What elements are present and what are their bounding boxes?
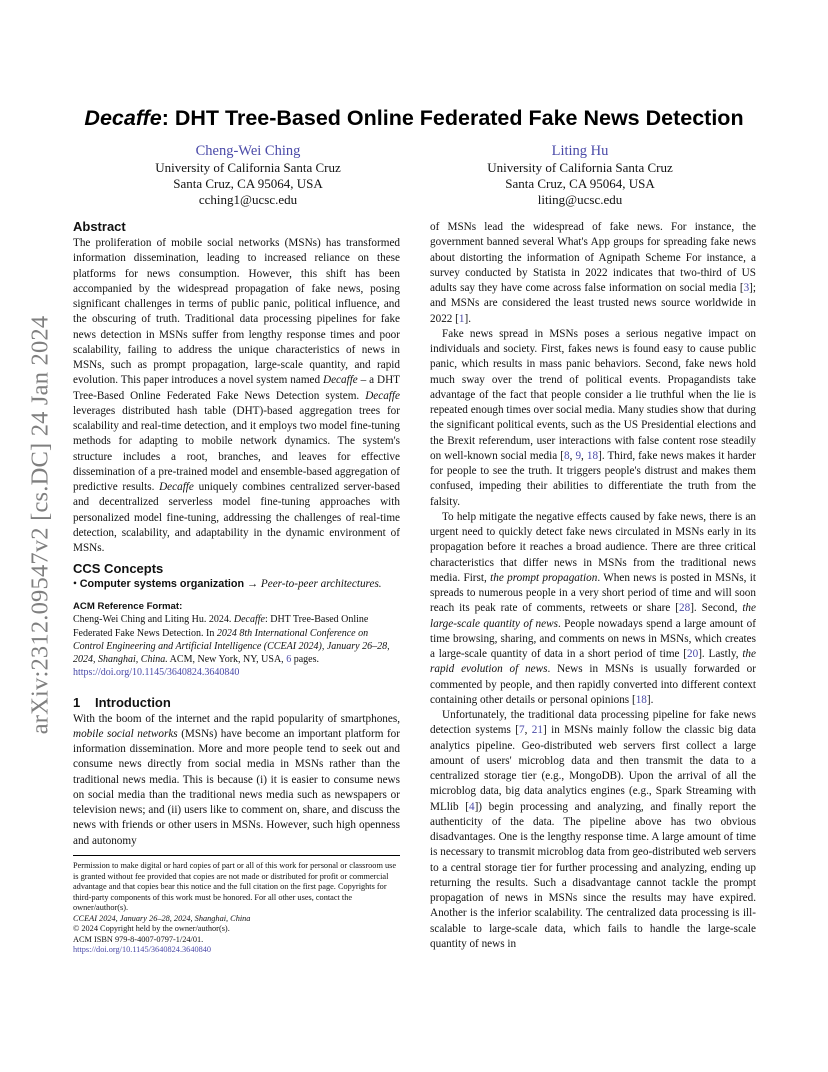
citation[interactable]: 9: [575, 449, 582, 462]
abstract-text: The proliferation of mobile social networks (MSNs) has transformed information dissemination, leading to increased reliance on these platforms for news consumption. However, this shift has been accompanied by the widespread propagation of fake news, posing significant challenges in terms of public panic, political influence, and the obscuring of truth. Traditional data processing pipelines for fake news detection in MSNs suffer from lengthy response times and poor scalability, failing to address the unique characteristics of news in MSNs, such as prompt propagation, large-scale quantity, and rapid evolution. This paper introduces a novel system named Decaffe – a DHT Tree-Based Online Federated Fake News Detection system. Decaffe leverages distributed hash table (DHT)-based aggregation trees for scalability and real-time detection, and it employs two model fine-tuning methods for adapting to mobile network dynamics. The system's structure includes a root, branches, and leaves for effective dissemination of a pre-trained model and ensemble-based aggregation of predictive results. Decaffe uniquely combines centralized server-based and decentralized serverless model fine-tuning approaches with personalized model fine-tuning, addressing the challenges of real-time detection, scalability, and adaptability in the dynamic environment of MSNs.: [73, 237, 400, 554]
ccs-heading: CCS Concepts: [73, 561, 164, 577]
paragraph-traditional-pipeline: Unfortunately, the traditional data processing pipeline for fake news detection systems [7, 21] in MSNs mainly follow the classic big data analytics pipeline. Geo-distributed web servers first collect a large amount of users' microblog data and then transmit the data to a centralized storage tier (e.g., MongoDB). Upon the arrival of all the microblog data, big data analytics engines (e.g., Spark Streaming with MLlib [4]) begin processing and analyzing, and finally report the authenticity of the data. The pipeline above has two obvious disadvantages. One is the lengthy response time. A large amount of time is necessary to transmit microblog data from geo-distributed web servers to a central storage tier for further processing and analyzing, ending up returning the results. Such a disadvantage cannot tackle the prompt propagation of news in MSNs since the results may have expired. Another is the inferior scalability. The centralized data processing is ill-scalable to large-scale data, which fails to handle the large-scale quantity of news in: [430, 709, 757, 950]
acm-reference-heading: ACM Reference Format:: [73, 601, 183, 613]
citation[interactable]: 4: [468, 800, 475, 813]
author-address-1: Santa Cruz, CA 95064, USA: [173, 176, 323, 191]
author-name-2[interactable]: Liting Hu: [551, 143, 609, 159]
author-address-2: Santa Cruz, CA 95064, USA: [505, 176, 655, 191]
left-column: [73, 218, 400, 849]
citation[interactable]: 21: [531, 724, 543, 737]
page-count-link[interactable]: 6: [286, 654, 292, 666]
arxiv-id: arXiv:2312.09547v2 [cs.DC] 24 Jan 2024: [26, 315, 54, 735]
footnote-doi-link[interactable]: https://doi.org/10.1145/3640824.3640840: [73, 945, 212, 954]
citation[interactable]: 28: [679, 602, 691, 615]
doi-link[interactable]: https://doi.org/10.1145/3640824.3640840: [73, 667, 240, 679]
introduction-text: With the boom of the internet and the rapid popularity of smartphones, mobile social networks (MSNs) have become an important platform for information dissemination. More and more people tend to seek out and consume news directly from social media in MSNs rather than the traditional news media. This is because (i) it is easier to consume news on social media than the traditional news media such as newspapers or television news; and (ii) users like to comment on, share, and discuss the news with friends or other users in MSNs. However, such high openness and autonomy: [73, 712, 400, 847]
introduction-heading: 1 Introduction: [73, 694, 171, 710]
copyright-footnote: [73, 855, 400, 956]
title-rest: : DHT Tree-Based Online Federated Fake News Detection: [161, 106, 744, 130]
citation[interactable]: 3: [743, 282, 750, 294]
author-name-1[interactable]: Cheng-Wei Ching: [195, 143, 301, 159]
arxiv-identifier-stamp: [22, 290, 58, 760]
paragraph-msn-trust: of MSNs lead the widespread of fake news. For instance, the government banned several What's App groups for spreading fake news about distorting the information of Agnipath Scheme For instance, a survey conducted by Statista in 2022 indicates that two-third of US adults say they have come across false information on social media [3]; and MSNs are considered the least trusted news source worldwide in 2022 [1].: [430, 221, 756, 325]
citation[interactable]: 18: [635, 693, 647, 706]
citation[interactable]: 1: [458, 312, 465, 325]
title-system-name: Decaffe: [84, 106, 162, 130]
acm-reference-text: Cheng-Wei Ching and Liting Hu. 2024. Decaffe: DHT Tree-Based Online Federated Fake News Detection. In 2024 8th International Conference on Control Engineering and Artificial Intelligence (CCEAI 2024), January 26–28, 2024, Shanghai, China. ACM, New York, NY, USA, 6 pages. https://doi.org/10.1145/3640824.3640840: [73, 614, 390, 679]
permission-notice: Permission to make digital or hard copies of part or all of this work for personal or classroom use is granted without fee provided that copies are not made or distributed for profit or commercial advantage and that copies bear this notice and the full citation on the first page. Copyrights for third-party components of this work must be honored. For all other uses, contact the owner/author(s).: [73, 861, 397, 912]
citation[interactable]: 20: [687, 648, 699, 660]
right-column: [430, 220, 756, 952]
ccs-concepts: • Computer systems organization → Peer-to-peer architectures.: [73, 578, 382, 591]
author-block-2: [415, 142, 745, 208]
author-affiliation-1: University of California Santa Cruz: [155, 160, 341, 175]
paragraph-negative-impact: Fake news spread in MSNs poses a serious negative impact on individuals and society. First, fakes news is found easy to cause public panic, which results in mass panic behaviors. Second, fake news hold much sway over the trend of political events. Propagandists take advantage of the fact that people consider a lie truthful when the lie is repeated enough times over social media. Many studies show that during the significant political events, such as the US Presidential elections and the Brexit referendum, user interactions with false content rose steadily on well-known social media [8, 9, 18]. Third, fake news makes it harder for people to see the truth. It triggers people's distrust and makes them confused, impeding their abilities to differentiate the truth from the falsity.: [430, 327, 756, 508]
paragraph-characteristics: To help mitigate the negative effects caused by fake news, there is an urgent need to quickly detect fake news circulated in MSNs early in its propagation before it reaches a broad audience. There are three critical characteristics that differ news in MSNs from the traditional news media. First, the prompt propagation. When news is posted in MSNs, it spreads to numerous people in a very short period of time and will soon reach its peak rate of comments, retweets or share [28]. Second, the large-scale quantity of news. People nowadays spend a large amount of time browsing, sharing, and comments on news in MSNs, which creates a large-scale quantity of data in a short period of time [20]. Lastly, the rapid evolution of news. News in MSNs is usually forwarded or commented by people, and then rapidly converted into different context containing other details or personal opinions [18].: [430, 510, 756, 706]
isbn-line: ACM ISBN 979-8-4007-0797-1/24/01.: [73, 934, 204, 944]
abstract-heading: Abstract: [73, 219, 126, 234]
author-block-1: [83, 142, 413, 208]
citation[interactable]: 7: [518, 724, 525, 737]
citation[interactable]: 18: [586, 449, 599, 462]
paper-title: [60, 106, 768, 131]
copyright-line: © 2024 Copyright held by the owner/author(s).: [73, 924, 230, 933]
author-affiliation-2: University of California Santa Cruz: [487, 160, 673, 175]
author-email-1: cching1@ucsc.edu: [198, 192, 298, 207]
conference-line: CCEAI 2024, January 26–28, 2024, Shanghai, China: [73, 913, 251, 923]
citation[interactable]: 8: [564, 449, 570, 462]
author-email-2: liting@ucsc.edu: [537, 192, 623, 207]
